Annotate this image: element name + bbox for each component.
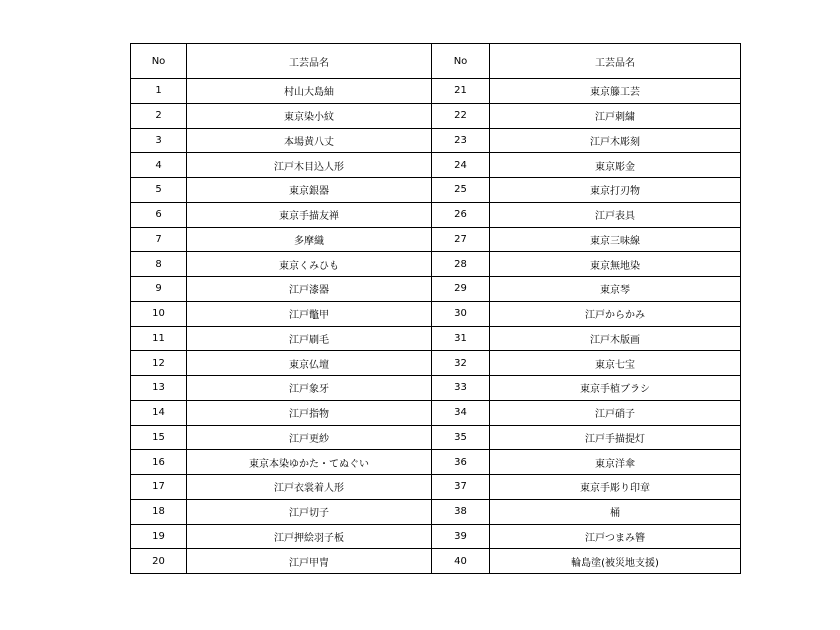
cell-no-right: 21 [432, 79, 490, 104]
table-row [131, 450, 741, 475]
table-row [131, 351, 741, 376]
cell-name-right: 桶 [490, 499, 741, 524]
cell-name-right: 東京手彫り印章 [490, 475, 741, 500]
cell-name-left: 江戸木目込人形 [187, 153, 432, 178]
cell-no-left: 3 [131, 128, 187, 153]
cell-no-left: 14 [131, 400, 187, 425]
cell-no-left: 12 [131, 351, 187, 376]
cell-no-right: 30 [432, 301, 490, 326]
table-row [131, 400, 741, 425]
cell-name-right: 輪島塗(被災地支援) [490, 549, 741, 574]
cell-name-left: 江戸象牙 [187, 376, 432, 401]
cell-no-left: 20 [131, 549, 187, 574]
cell-no-left: 6 [131, 202, 187, 227]
cell-name-right: 江戸硝子 [490, 400, 741, 425]
cell-name-left: 村山大島紬 [187, 79, 432, 104]
table-row [131, 202, 741, 227]
cell-no-right: 32 [432, 351, 490, 376]
cell-name-left: 多摩織 [187, 227, 432, 252]
table-row [131, 153, 741, 178]
table-row [131, 326, 741, 351]
cell-name-right: 江戸からかみ [490, 301, 741, 326]
header-no-left: No [131, 44, 187, 79]
cell-no-left: 2 [131, 103, 187, 128]
cell-name-right: 江戸木版画 [490, 326, 741, 351]
cell-name-right: 東京洋傘 [490, 450, 741, 475]
cell-no-left: 8 [131, 252, 187, 277]
cell-name-left: 江戸衣裳着人形 [187, 475, 432, 500]
cell-no-right: 23 [432, 128, 490, 153]
cell-no-left: 9 [131, 277, 187, 302]
cell-name-left: 江戸指物 [187, 400, 432, 425]
cell-no-right: 37 [432, 475, 490, 500]
cell-name-left: 東京仏壇 [187, 351, 432, 376]
cell-no-right: 34 [432, 400, 490, 425]
cell-no-right: 35 [432, 425, 490, 450]
cell-no-left: 7 [131, 227, 187, 252]
cell-name-right: 江戸つまみ簪 [490, 524, 741, 549]
cell-name-right: 江戸表具 [490, 202, 741, 227]
cell-name-right: 東京七宝 [490, 351, 741, 376]
table-row [131, 252, 741, 277]
cell-name-left: 江戸押絵羽子板 [187, 524, 432, 549]
cell-name-left: 東京本染ゆかた・てぬぐい [187, 450, 432, 475]
cell-no-right: 36 [432, 450, 490, 475]
cell-no-left: 1 [131, 79, 187, 104]
table-row [131, 499, 741, 524]
cell-no-right: 26 [432, 202, 490, 227]
table-row [131, 227, 741, 252]
cell-no-left: 15 [131, 425, 187, 450]
header-no-right: No [432, 44, 490, 79]
cell-no-right: 24 [432, 153, 490, 178]
table-row [131, 301, 741, 326]
cell-name-right: 東京打刃物 [490, 178, 741, 203]
cell-no-left: 10 [131, 301, 187, 326]
table-row [131, 178, 741, 203]
cell-name-left: 江戸刷毛 [187, 326, 432, 351]
cell-no-right: 40 [432, 549, 490, 574]
cell-no-right: 29 [432, 277, 490, 302]
cell-name-right: 江戸刺繍 [490, 103, 741, 128]
table-row [131, 79, 741, 104]
cell-no-right: 31 [432, 326, 490, 351]
cell-no-right: 39 [432, 524, 490, 549]
cell-no-left: 13 [131, 376, 187, 401]
cell-no-right: 22 [432, 103, 490, 128]
cell-name-left: 東京銀器 [187, 178, 432, 203]
cell-name-left: 東京くみひも [187, 252, 432, 277]
cell-name-left: 江戸甲冑 [187, 549, 432, 574]
cell-no-right: 25 [432, 178, 490, 203]
cell-no-left: 16 [131, 450, 187, 475]
table-row [131, 549, 741, 574]
table-row [131, 425, 741, 450]
cell-name-right: 東京三味線 [490, 227, 741, 252]
table-row [131, 376, 741, 401]
table-row [131, 277, 741, 302]
table-body [131, 79, 741, 574]
cell-no-right: 38 [432, 499, 490, 524]
cell-name-left: 江戸漆器 [187, 277, 432, 302]
cell-no-left: 19 [131, 524, 187, 549]
cell-name-left: 東京染小紋 [187, 103, 432, 128]
cell-name-left: 本場黄八丈 [187, 128, 432, 153]
cell-name-right: 東京琴 [490, 277, 741, 302]
cell-name-right: 東京彫金 [490, 153, 741, 178]
cell-no-left: 4 [131, 153, 187, 178]
cell-no-left: 18 [131, 499, 187, 524]
cell-name-right: 東京籐工芸 [490, 79, 741, 104]
cell-name-right: 江戸木彫刻 [490, 128, 741, 153]
cell-no-right: 28 [432, 252, 490, 277]
table-row [131, 103, 741, 128]
cell-no-left: 5 [131, 178, 187, 203]
table-header-row [131, 44, 741, 79]
cell-name-left: 江戸鼈甲 [187, 301, 432, 326]
cell-no-right: 33 [432, 376, 490, 401]
cell-no-left: 11 [131, 326, 187, 351]
cell-name-right: 東京無地染 [490, 252, 741, 277]
cell-no-right: 27 [432, 227, 490, 252]
cell-name-left: 江戸切子 [187, 499, 432, 524]
cell-no-left: 17 [131, 475, 187, 500]
crafts-table [130, 43, 741, 574]
header-name-right: 工芸品名 [490, 44, 741, 79]
table-row [131, 475, 741, 500]
cell-name-right: 江戸手描提灯 [490, 425, 741, 450]
table-row [131, 128, 741, 153]
cell-name-left: 江戸更紗 [187, 425, 432, 450]
cell-name-right: 東京手植ブラシ [490, 376, 741, 401]
header-name-left: 工芸品名 [187, 44, 432, 79]
table-row [131, 524, 741, 549]
cell-name-left: 東京手描友禅 [187, 202, 432, 227]
